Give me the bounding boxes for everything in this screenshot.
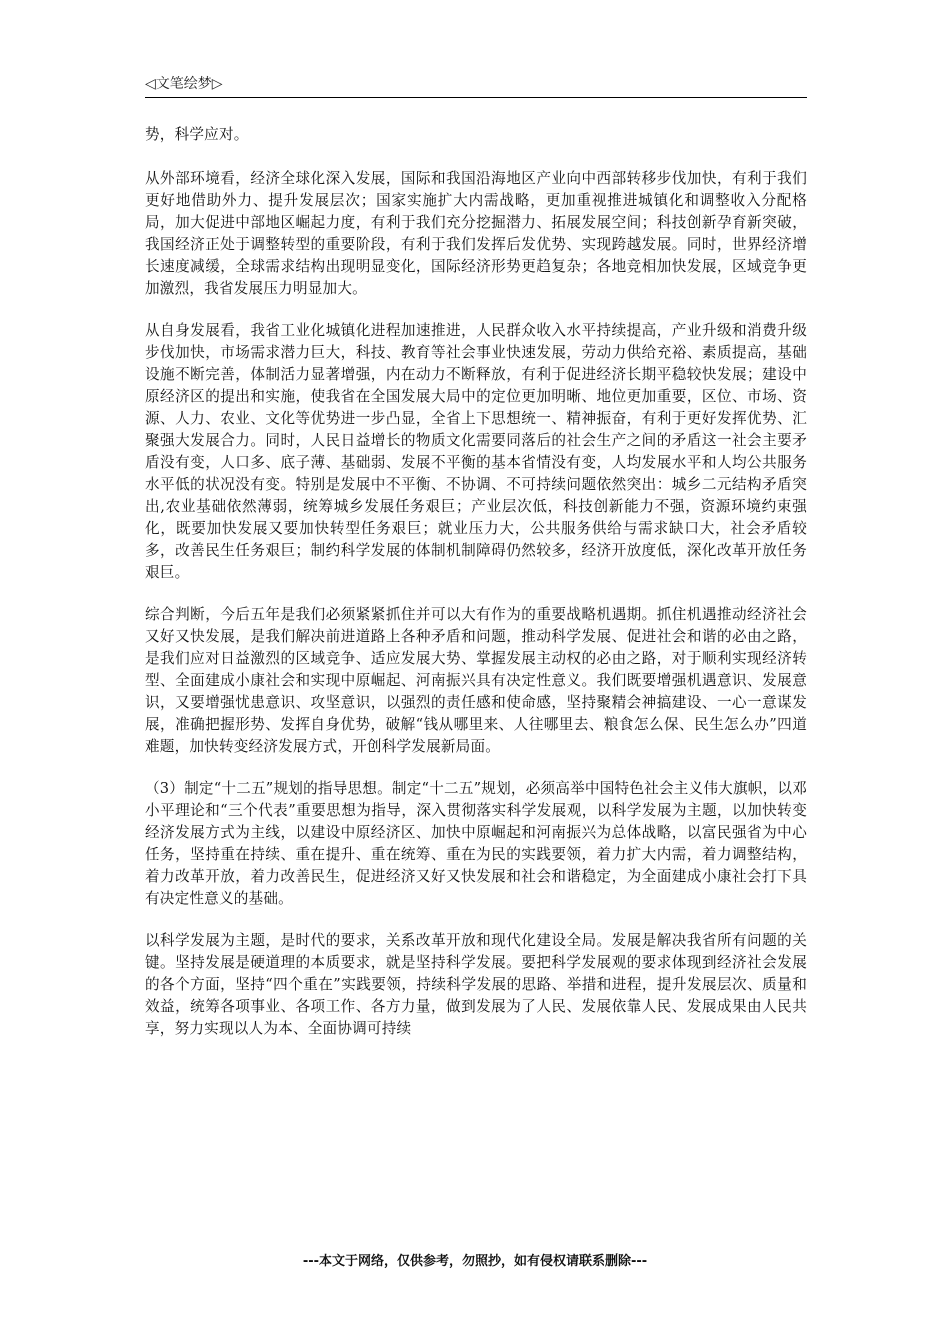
paragraph: （3）制定“十二五”规划的指导思想。制定“十二五”规划，必须高举中国特色社会主义伟大旗帜，以邓小平理论和“三个代表”重要思想为指导，深入贯彻落实科学发展观，以科学发展为主题，以加快转变经济发展方式为主线，以建设中原经济区、加快中原崛起和河南振兴为总体战略，以富民强省为中心任务，坚持重在持续、重在提升、重在统筹、重在为民的实践要领，着力扩大内需，着力调整结构，着力改革开放，着力改善民生，促进经济又好又快发展和社会和谐稳定，为全面建成小康社会打下具有决定性意义的基础。 <box>145 780 807 907</box>
page-header: ◁文笔绘梦▷ <box>145 76 223 92</box>
paragraph: 以科学发展为主题，是时代的要求，关系改革开放和现代化建设全局。发展是解决我省所有问题的关键。坚持发展是硬道理的本质要求，就是坚持科学发展。要把科学发展观的要求体现到经济社会发展的各个方面，坚持“四个重在”实践要领，持续科学发展的思路、举措和进程，提升发展层次、质量和效益，统筹各项事业、各项工作、各方力量，做到发展为了人民、发展依靠人民、发展成果由人民共享，努力实现以人为本、全面协调可持续 <box>145 932 807 1037</box>
paragraph: 从外部环境看，经济全球化深入发展，国际和我国沿海地区产业向中西部转移步伐加快，有利于我们更好地借助外力、提升发展层次；国家实施扩大内需战略，更加重视推进城镇化和调整收入分配格局，加大促进中部地区崛起力度，有利于我们充分挖掘潜力、拓展发展空间；科技创新孕育新突破，我国经济正处于调整转型的重要阶段，有利于我们发挥后发优势、实现跨越发展。同时，世界经济增长速度减缓，全球需求结构出现明显变化，国际经济形势更趋复杂；各地竞相加快发展，区域竞争更加激烈，我省发展压力明显加大。 <box>145 170 807 297</box>
paragraph: 综合判断，今后五年是我们必须紧紧抓住并可以大有作为的重要战略机遇期。抓住机遇推动经济社会又好又快发展，是我们解决前进道路上各种矛盾和问题，推动科学发展、促进社会和谐的必由之路，是我们应对日益激烈的区域竞争、适应发展大势、掌握发展主动权的必由之路，对于顺利实现经济转型、全面建成小康社会和实现中原崛起、河南振兴具有决定性意义。我们既要增强机遇意识、发展意识，又要增强忧患意识、攻坚意识，以强烈的责任感和使命感，坚持聚精会神搞建设、一心一意谋发展，准确把握形势、发挥自身优势，破解“钱从哪里来、人往哪里去、粮食怎么保、民生怎么办”四道难题，加快转变经济发展方式，开创科学发展新局面。 <box>145 606 807 755</box>
paragraph: 从自身发展看，我省工业化城镇化进程加速推进，人民群众收入水平持续提高，产业升级和消费升级步伐加快，市场需求潜力巨大，科技、教育等社会事业快速发展，劳动力供给充裕、素质提高，基础设施不断完善，体制活力显著增强，内在动力不断释放，有利于促进经济长期平稳较快发展；建设中原经济区的提出和实施，使我省在全国发展大局中的定位更加明晰、地位更加重要，区位、市场、资源、人力、农业、文化等优势进一步凸显，全省上下思想统一、精神振奋，有利于更好发挥优势、汇聚强大发展合力。同时，人民日益增长的物质文化需要同落后的社会生产之间的矛盾这一社会主要矛盾没有变，人口多、底子薄、基础弱、发展不平衡的基本省情没有变，人均发展水平和人均公共服务水平低的状况没有变。特别是发展中不平衡、不协调、不可持续问题依然突出：城乡二元结构矛盾突出,农业基础依然薄弱，统筹城乡发展任务艰巨；产业层次低，科技创新能力不强，资源环境约束强化，既要加快发展又要加快转型任务艰巨；就业压力大，公共服务供给与需求缺口大，社会矛盾较多，改善民生任务艰巨；制约科学发展的体制机制障碍仍然较多，经济开放度低，深化改革开放任务艰巨。 <box>145 322 807 581</box>
document-body <box>145 124 807 1060</box>
page-footer: ---本文于网络，仅供参考，勿照抄，如有侵权请联系删除--- <box>302 1254 648 1269</box>
paragraph: 势，科学应对。 <box>145 126 249 143</box>
header-divider <box>145 97 807 98</box>
